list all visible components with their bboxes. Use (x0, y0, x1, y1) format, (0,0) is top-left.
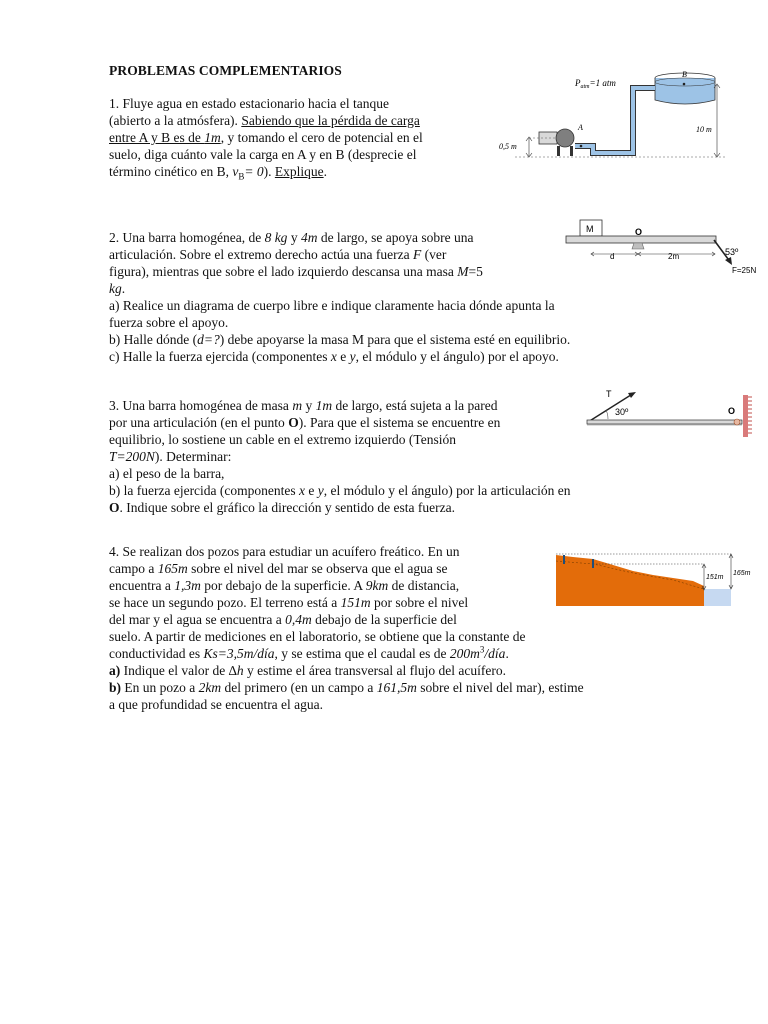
problem-4-text (109, 543, 584, 713)
problem2-line: c) Halle la fuerza ejercida (componentes x e y, el módulo y el ángulo) por el apoyo. (109, 349, 559, 364)
hinge (734, 419, 740, 425)
angle-label: 53º (725, 247, 739, 257)
problem3-line: por una articulación (en el punto O). Para que el sistema se encuentre en (109, 415, 501, 430)
patm-label: $P_{atm}=1$ atm (575, 78, 616, 90)
force-label: F=25N (732, 266, 757, 275)
point-a-label: A (578, 123, 583, 132)
problem-2-figure (560, 215, 765, 277)
problem2-line: a) Realice un diagrama de cuerpo libre e indique claramente hacia dónde apunta la (109, 298, 555, 313)
document-title: PROBLEMAS COMPLEMENTARIOS (109, 63, 342, 78)
problem2-line: fuerza sobre el apoyo. (109, 315, 229, 330)
point-b-marker (683, 83, 686, 86)
label-165: 165m (733, 570, 751, 577)
problem-1-text (109, 95, 423, 180)
problem4-line: encuentra a 1,3m por debajo de la superficie. A 9km de distancia, (109, 578, 460, 593)
two-m-label: 2m (668, 252, 680, 261)
problem4-line: suelo. A partir de mediciones en el laboratorio, se obtiene que la constante de (109, 629, 526, 644)
problem3-line: b) la fuerza ejercida (componentes x e y, el módulo y el ángulo) por la articulación en (109, 483, 571, 498)
problem4-line: del mar y el agua se encuentra a 0,4m debajo de la superficie del (109, 612, 457, 627)
problem2-line: articulación. Sobre el extremo derecho actúa una fuerza F (ver (109, 247, 447, 262)
sea-water (704, 589, 731, 606)
mass-label: M (586, 224, 594, 234)
pump-leg-right (570, 146, 573, 156)
problem1-line: entre A y B es de 1m, y tomando el cero de potencial en el (109, 130, 423, 145)
problem3-line: equilibrio, lo sostiene un cable en el extremo izquierdo (Tensión (109, 432, 456, 447)
problem-4-figure (553, 551, 758, 608)
problem1-line: término cinético en B, $v_B= 0$). Explique. (109, 164, 327, 182)
pivot-label: O (635, 227, 643, 237)
problem4-line: 4. Se realizan dos pozos para estudiar un acuífero freático. En un (109, 544, 460, 559)
problem2-line: figura), mientras que sobre el lado izquierdo descansa una masa M=5 (109, 264, 483, 279)
pivot-label-o: O (728, 406, 736, 416)
d-label: d (610, 252, 615, 261)
problem1-line: 1. Fluye agua en estado estacionario hacia el tanque (109, 96, 390, 111)
problem4-line: campo a 165m sobre el nivel del mar se observa que el agua se (109, 561, 448, 576)
pump-body (556, 129, 574, 147)
point-a-marker (580, 145, 583, 148)
angle-label-30: 30º (615, 407, 629, 417)
point-b-label: B (682, 70, 687, 79)
problem1-line: suelo, diga cuánto vale la carga en A y en B (desprecie el (109, 147, 417, 162)
problem4-line: b) En un pozo a 2km del primero (en un campo a 161,5m sobre el nivel del mar), estime (109, 680, 584, 695)
problem-3-text (109, 397, 570, 516)
terrain (556, 555, 704, 606)
bar-3 (587, 420, 742, 424)
problem4-line: a que profundidad se encuentra el agua. (109, 697, 324, 712)
problem-3-figure (582, 387, 757, 437)
wall (743, 395, 748, 437)
problem3-line: 3. Una barra homogénea de masa m y 1m de largo, está sujeta a la pared (109, 398, 498, 413)
problem4-line: conductividad es Ks=3,5m/día, y se estima que el caudal es de $200m^3$/día. (109, 644, 509, 661)
problem3-line: O. Indique sobre el gráfico la dirección y sentido de esta fuerza. (109, 500, 455, 515)
problem3-line: T=200N). Determinar: (109, 449, 232, 464)
problem2-line: kg. (109, 281, 126, 296)
problem1-line: (abierto a la atmósfera). Sabiendo que la pérdida de carga (109, 113, 420, 128)
problem-2-text (109, 229, 570, 365)
problem4-line: se hace un segundo pozo. El terreno está a 151m por sobre el nivel (109, 595, 469, 610)
problem2-line: 2. Una barra homogénea, de 8 kg y 4m de largo, se apoya sobre una (109, 230, 474, 245)
bar (566, 236, 716, 243)
pivot-support (632, 243, 644, 249)
problem-1-figure (495, 66, 740, 161)
tension-label: T (606, 389, 612, 399)
height-pump-label: 0,5 m (499, 142, 517, 151)
height-tank-label: 10 m (696, 125, 712, 134)
problem3-line: a) el peso de la barra, (109, 466, 225, 481)
pipe-outline (575, 88, 655, 153)
problem4-line: a) Indique el valor de ∆h y estime el área transversal al flujo del acuífero. (109, 663, 506, 678)
label-151: 151m (706, 574, 724, 581)
pump-leg-left (557, 146, 560, 156)
problem2-line: b) Halle dónde (d=?) debe apoyarse la masa M para que el sistema esté en equilibrio. (109, 332, 571, 347)
